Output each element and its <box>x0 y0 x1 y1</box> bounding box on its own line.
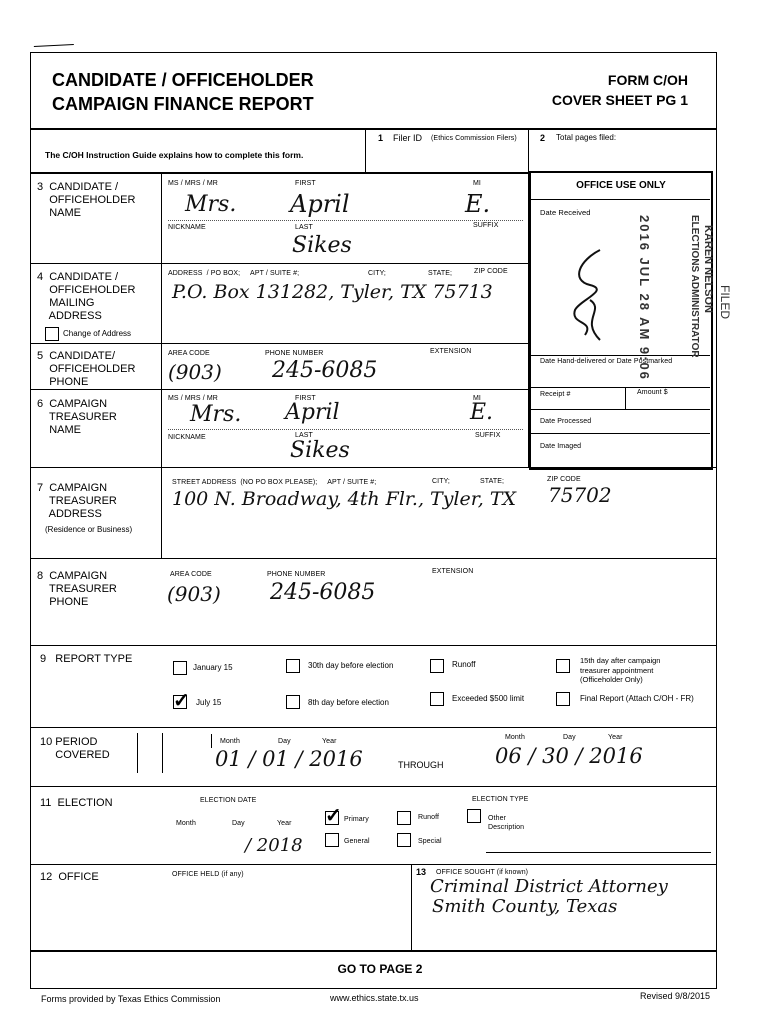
s8-ext-label: EXTENSION <box>432 568 474 575</box>
s6-first-value[interactable]: April <box>285 400 340 425</box>
form-id-line1: FORM C/OH <box>607 72 688 88</box>
date-hand-delivered-label: Date Hand-delivered or Date Postmarked <box>540 358 673 365</box>
runoff-report-checkbox[interactable] <box>430 659 444 673</box>
runoff-election-label: Runoff <box>418 814 440 821</box>
s5-area-label: AREA CODE <box>168 350 210 357</box>
rule-s11 <box>30 786 716 787</box>
rule-s9 <box>30 645 716 646</box>
stamp-filed: FILED <box>718 285 732 320</box>
office-use-rule5 <box>531 433 710 434</box>
rule-s4 <box>30 263 528 264</box>
date-processed-label: Date Processed <box>540 418 592 425</box>
s6-first-label: FIRST <box>295 395 316 402</box>
s11-label: 11 ELECTION <box>40 797 113 809</box>
vrule-s12 <box>411 864 412 950</box>
primary-check-mark: ✓ <box>325 805 342 827</box>
jul15-label: July 15 <box>196 698 222 707</box>
day8-checkbox[interactable] <box>286 695 300 709</box>
office-held-label: OFFICE HELD (if any) <box>172 871 244 878</box>
filer-id-label: Filer ID <box>393 133 422 143</box>
s4-address-value[interactable]: P.O. Box 131282, Tyler, TX 75713 <box>172 281 493 303</box>
s3-first-label: FIRST <box>295 180 316 187</box>
s6-last-label: LAST <box>295 432 313 439</box>
rule-footer <box>30 950 716 952</box>
go-to-page-2: GO TO PAGE 2 <box>337 962 423 976</box>
office-use-vrule <box>625 387 626 409</box>
s8-phone-label: PHONE NUMBER <box>267 571 326 578</box>
s10-from-day-label: Day <box>278 738 291 745</box>
general-checkbox[interactable] <box>325 833 339 847</box>
s5-phone-value[interactable]: 245-6085 <box>272 358 378 383</box>
receipt-label: Receipt # <box>540 391 571 398</box>
date-received-label: Date Received <box>540 208 591 217</box>
vrule-left-labels <box>161 172 162 559</box>
office-use-rule1 <box>531 199 710 200</box>
s3-ms-value[interactable]: Mrs. <box>185 192 237 217</box>
s12-label: 12 OFFICE <box>40 871 99 883</box>
change-of-address-checkbox[interactable] <box>45 327 59 341</box>
s11-day-label: Day <box>232 820 245 827</box>
office-use-rule2 <box>531 355 710 356</box>
final-report-checkbox[interactable] <box>556 692 570 706</box>
stamp-office: ELECTIONS ADMINISTRATOR <box>689 215 700 358</box>
filer-id-note: (Ethics Commission Filers) <box>431 135 517 142</box>
s10-to-month-label: Month <box>505 734 525 741</box>
s6-mi-value[interactable]: E. <box>470 400 494 425</box>
s6-ms-label: MS / MRS / MR <box>168 395 218 402</box>
s3-last-label: LAST <box>295 224 313 231</box>
s10-from-month-label: Month <box>220 738 240 745</box>
general-label: General <box>344 838 370 845</box>
s10-to-day-label: Day <box>563 734 576 741</box>
election-date-value[interactable]: / 2018 <box>245 835 303 856</box>
form-id-line2: COVER SHEET PG 1 <box>551 92 688 108</box>
filer-id-field[interactable] <box>368 146 524 170</box>
rule-s12 <box>30 864 716 865</box>
s3-last-value[interactable]: Sikes <box>292 233 352 258</box>
s3-first-value[interactable]: April <box>290 190 350 218</box>
s6-label: 6 CAMPAIGN TREASURER NAME <box>37 398 117 436</box>
jan15-checkbox[interactable] <box>173 661 187 675</box>
office-sought-label: OFFICE SOUGHT (if known) <box>436 869 529 876</box>
vrule-filer <box>365 128 366 172</box>
office-sought-line2[interactable]: Smith County, Texas <box>432 896 618 917</box>
runoff-report-label: Runoff <box>452 660 476 669</box>
total-pages-number: 2 <box>540 133 546 143</box>
s3-nickname-label: NICKNAME <box>168 224 206 231</box>
rule-s5 <box>30 343 528 344</box>
s5-area-value[interactable]: (903) <box>168 360 222 384</box>
s7-label: 7 CAMPAIGN TREASURER ADDRESS <box>37 482 117 520</box>
special-label: Special <box>418 838 442 845</box>
s8-phone-value[interactable]: 245-6085 <box>270 580 376 605</box>
instruction-text: The C/OH Instruction Guide explains how to complete this form. <box>45 150 304 160</box>
s4-address-label: ADDRESS / PO BOX; APT / SUITE #; <box>168 270 300 277</box>
form-title-line1: CANDIDATE / OFFICEHOLDER <box>52 70 314 90</box>
s7-city-label: CITY; <box>432 478 450 485</box>
s10-from-bracket <box>211 734 212 748</box>
stamp-name: KAREN NELSON <box>702 225 714 314</box>
s3-mi-label: MI <box>473 180 481 187</box>
runoff-election-checkbox[interactable] <box>397 811 411 825</box>
s10-to-value[interactable]: 06 / 30 / 2016 <box>495 744 643 768</box>
s9-label: 9 REPORT TYPE <box>40 653 133 665</box>
s7-zip-label: ZIP CODE <box>547 476 581 483</box>
s4-label: 4 CANDIDATE / OFFICEHOLDER MAILING ADDRESS <box>37 271 136 322</box>
amount-label: Amount $ <box>637 389 668 396</box>
s4-state-label: STATE; <box>428 270 453 277</box>
change-of-address-label: Change of Address <box>63 329 132 338</box>
day30-label: 30th day before election <box>308 661 394 670</box>
day8-label: 8th day before election <box>308 698 389 707</box>
rule-header <box>30 128 716 130</box>
footer-left: Forms provided by Texas Ethics Commission <box>41 994 221 1004</box>
s11-year-label: Year <box>277 820 292 827</box>
election-date-label: ELECTION DATE <box>200 797 257 804</box>
s5-label: 5 CANDIDATE/ OFFICEHOLDER PHONE <box>37 350 136 388</box>
s7-address-value[interactable]: 100 N. Broadway, 4th Flr., Tyler, TX <box>172 488 517 510</box>
stamp-date: 2016 JUL 28 AM 9:06 <box>637 215 652 381</box>
primary-label: Primary <box>344 816 369 823</box>
official-signature <box>560 240 620 350</box>
s10-from-year-label: Year <box>322 738 337 745</box>
s7-street-label: STREET ADDRESS (NO PO BOX PLEASE); APT / SUITE #; <box>172 479 377 486</box>
date-imaged-label: Date Imaged <box>540 443 582 450</box>
s7-state-label: STATE; <box>480 478 505 485</box>
s6-ms-value[interactable]: Mrs. <box>190 402 242 427</box>
s3-suffix-label: SUFFIX <box>473 222 499 229</box>
day15-checkbox[interactable] <box>556 659 570 673</box>
exceeded-checkbox[interactable] <box>430 692 444 706</box>
s13-number: 13 <box>416 867 427 877</box>
s10-to-year-label: Year <box>608 734 623 741</box>
rule-s3 <box>30 172 528 174</box>
jan15-label: January 15 <box>193 663 233 672</box>
s8-label: 8 CAMPAIGN TREASURER PHONE <box>37 570 117 608</box>
other-election-label: Other Description <box>488 815 525 831</box>
vrule-s10 <box>137 733 138 773</box>
office-use-rule3 <box>531 387 710 388</box>
s8-area-value[interactable]: (903) <box>167 582 221 606</box>
s3-ms-label: MS / MRS / MR <box>168 180 218 187</box>
s5-phone-label: PHONE NUMBER <box>265 350 324 357</box>
form-title-line2: CAMPAIGN FINANCE REPORT <box>52 94 314 114</box>
other-description-line <box>486 852 711 853</box>
s11-month-label: Month <box>176 820 196 827</box>
s4-city-label: CITY; <box>368 270 386 277</box>
filer-id-number: 1 <box>378 133 384 143</box>
day15-label: 15th day after campaign treasurer appointment (Officeholder Only) <box>580 656 661 684</box>
special-checkbox[interactable] <box>397 833 411 847</box>
s6-last-value[interactable]: Sikes <box>290 438 350 463</box>
s10-label: 10 PERIOD COVERED <box>40 736 110 761</box>
other-election-checkbox[interactable] <box>467 809 481 823</box>
s8-area-label: AREA CODE <box>170 571 212 578</box>
s3-dotline <box>168 220 523 221</box>
final-report-label: Final Report (Attach C/OH - FR) <box>580 694 694 703</box>
office-sought-line1[interactable]: Criminal District Attorney <box>430 876 668 897</box>
total-pages-field[interactable] <box>532 146 710 170</box>
total-pages-label: Total pages filed: <box>556 133 617 142</box>
day30-checkbox[interactable] <box>286 659 300 673</box>
s10-from-value[interactable]: 01 / 01 / 2016 <box>215 747 363 771</box>
s6-suffix-label: SUFFIX <box>475 432 501 439</box>
vrule-s10b <box>162 733 163 773</box>
footer-center: www.ethics.state.tx.us <box>330 993 419 1003</box>
s7-sub-label: (Residence or Business) <box>45 525 133 534</box>
s6-dotline <box>168 429 523 430</box>
rule-s6 <box>30 389 528 390</box>
office-use-rule4 <box>531 409 710 410</box>
footer-right: Revised 9/8/2015 <box>640 991 711 1001</box>
s3-mi-value[interactable]: E. <box>465 190 491 218</box>
rule-s8 <box>30 558 716 559</box>
office-use-title: OFFICE USE ONLY <box>576 180 666 191</box>
rule-s10 <box>30 727 716 728</box>
jul15-check-mark: ✓ <box>173 690 190 712</box>
election-type-label: ELECTION TYPE <box>472 796 529 803</box>
s5-ext-label: EXTENSION <box>430 348 472 355</box>
s4-zip-label: ZIP CODE <box>474 268 508 275</box>
s7-zip-value[interactable]: 75702 <box>548 483 612 507</box>
exceeded-label: Exceeded $500 limit <box>452 694 525 703</box>
s6-mi-label: MI <box>473 395 481 402</box>
s3-label: 3 CANDIDATE / OFFICEHOLDER NAME <box>37 181 136 219</box>
s6-nickname-label: NICKNAME <box>168 434 206 441</box>
through-label: THROUGH <box>398 760 444 770</box>
